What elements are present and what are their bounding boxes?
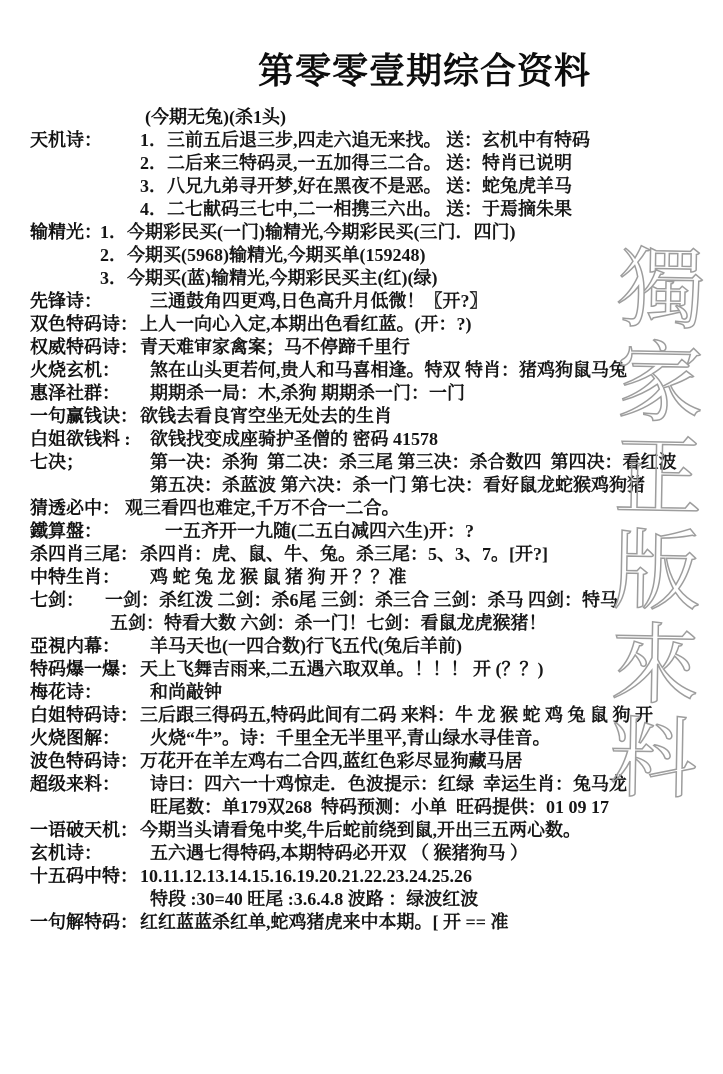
row-line: 天上飞舞吉雨来,二五遇六取双单。！！！ 开 (？？) [140,659,544,679]
row-line: 羊马天也(一四合数)行飞五代(兔后羊前) [150,636,462,656]
row-line: 2．二后来三特码灵,一五加得三二合。 送：特肖已说明 [140,153,572,173]
row-line: 三通鼓角四更鸡,日色高升月低微！〖开?〗 [150,291,488,311]
document-page [0,50,723,1074]
row-line: 旺尾数：单179双268 特码预测：小单 旺码提供：01 09 17 [150,797,609,817]
data-row [0,359,723,382]
row-label: 特码爆一爆： [30,659,138,679]
row-label: 鐵算盤： [30,521,102,541]
data-row [0,750,723,773]
data-row [0,911,723,934]
row-label: 权威特码诗： [30,337,138,357]
data-row [0,129,723,221]
row-label: 玄机诗： [30,843,102,863]
data-row [0,658,723,681]
data-row [0,566,723,589]
row-label: 波色特码诗： [30,751,138,771]
data-row [0,520,723,543]
row-line: 火烧“牛”。诗：千里全无半里平,青山绿水寻佳音。 [150,728,551,748]
row-line: 红红蓝蓝杀红单,蛇鸡猪虎来中本期。[ 开 == 准 [140,912,509,932]
row-line: 三后跟三得码五,特码此间有二码 来料：牛 龙 猴 蛇 鸡 兔 鼠 狗 开 [140,705,653,725]
row-line: 一剑：杀红泼 二剑：杀6尾 三剑：杀三合 三剑：杀马 四剑：特马 [105,590,618,610]
row-line: 煞在山头更若何,贵人和马喜相逢。特双 特肖：猪鸡狗鼠马兔 [150,360,627,380]
data-row [0,290,723,313]
row-label: 火烧图解： [30,728,120,748]
row-label: 输精光： [30,222,102,242]
row-line: 观三看四也难定,千万不合一二合。 [125,498,400,518]
row-line: 五六遇七得特码,本期特码必开双 （ 猴猪狗马 ） [150,843,528,863]
row-label: 亞視内幕： [30,636,120,656]
row-label: 中特生肖： [30,567,120,587]
page-subtitle: (今期无兔)(杀1头) [145,107,286,127]
data-row [0,842,723,865]
row-label: 白姐欲钱料 : [30,429,131,449]
row-line: 一五齐开一九随(二五白减四六生)开：? [165,521,474,541]
row-label: 猜透必中： [30,498,120,518]
data-row [0,704,723,727]
row-label: 天机诗： [30,130,102,150]
row-line: 1．三前五后退三步,四走六追无来找。 送：玄机中有特码 [140,130,590,150]
row-line: 五剑：特看大数 六剑：杀一门！七剑：看鼠龙虎猴猪！ [110,613,547,633]
row-line: 万花开在羊左鸡右二合四,蓝红色彩尽显狗藏马居 [140,751,523,771]
data-row [0,336,723,359]
row-line: 期期杀一局：木,杀狗 期期杀一门：一门 [150,383,465,403]
row-label: 火烧玄机： [30,360,120,380]
row-line: 欲钱找变成座骑护圣僧的 密码 41578 [150,429,438,449]
data-row [0,543,723,566]
row-line: 上人一向心入定,本期出色看红蓝。(开：?) [140,314,472,334]
row-line: 4．二七献码三七中,二一相携三六出。 送：于焉摘朱果 [140,199,572,219]
row-line: 特段 :30=40 旺尾 :3.6.4.8 波路 ：绿波红波 [150,889,479,909]
data-row [0,382,723,405]
row-line: 杀四肖：虎、鼠、牛、兔。杀三尾：5、3、7。[开?] [140,544,548,564]
row-label: 先锋诗： [30,291,102,311]
row-line: 鸡 蛇 兔 龙 猴 鼠 猪 狗 开 ？？准 [150,567,407,587]
row-line: 2．今期买(5968)输精光,今期买单(159248) [100,245,426,265]
data-row [0,635,723,658]
row-label: 杀四肖三尾： [30,544,138,564]
data-row [0,773,723,819]
row-label: 一句赢钱诀： [30,406,138,426]
row-line: 3．今期买(蓝)输精光,今期彩民买主(红)(绿) [100,268,438,288]
row-label: 梅花诗： [30,682,102,702]
page-title: 第零零壹期综合资料 [257,51,591,91]
row-label: 十五码中特： [30,866,138,886]
data-row [0,497,723,520]
data-row [0,428,723,451]
data-row [0,819,723,842]
data-row [0,405,723,428]
row-line: 诗曰：四六一十鸡惊走．色波提示：红绿 幸运生肖：兔马龙 [150,774,627,794]
row-label: 超级来料： [30,774,120,794]
data-row [0,451,723,497]
data-row [0,865,723,911]
row-line: 1．今期彩民买(一门)输精光,今期彩民买(三门．四门) [100,222,516,242]
data-row [0,313,723,336]
row-line: 青天难审家禽案；马不停蹄千里行 [140,337,410,357]
row-line: 和尚敲钟 [150,682,222,702]
row-label: 惠泽社群： [30,383,120,403]
row-label: 双色特码诗： [30,314,138,334]
row-label: 七剑： [30,590,84,610]
row-label: 一句解特码： [30,912,138,932]
data-row [0,589,723,635]
row-line: 第五决：杀蓝波 第六决：杀一门 第七决：看好鼠龙蛇猴鸡狗猪 [150,475,645,495]
row-line: 欲钱去看良宵空坐无处去的生肖 [140,406,392,426]
row-line: 10.11.12.13.14.15.16.19.20.21.22.23.24.25.26 [140,866,473,886]
row-label: 白姐特码诗： [30,705,138,725]
rows [0,129,723,934]
data-row [0,681,723,704]
data-row [0,727,723,750]
row-line: 今期当头请看兔中奖,牛后蛇前绕到鼠,开出三五两心数。 [140,820,581,840]
row-label: 一语破天机： [30,820,138,840]
row-line: 第一决：杀狗 第二决：杀三尾 第三决：杀合数四 第四决：看红波 [150,452,677,472]
row-line: 3．八兄九弟寻开梦,好在黑夜不是恶。 送：蛇兔虎羊马 [140,176,572,196]
watermark-text: 獨家正版來料 [595,241,703,807]
data-row [0,221,723,290]
row-label: 七决； [30,452,84,472]
